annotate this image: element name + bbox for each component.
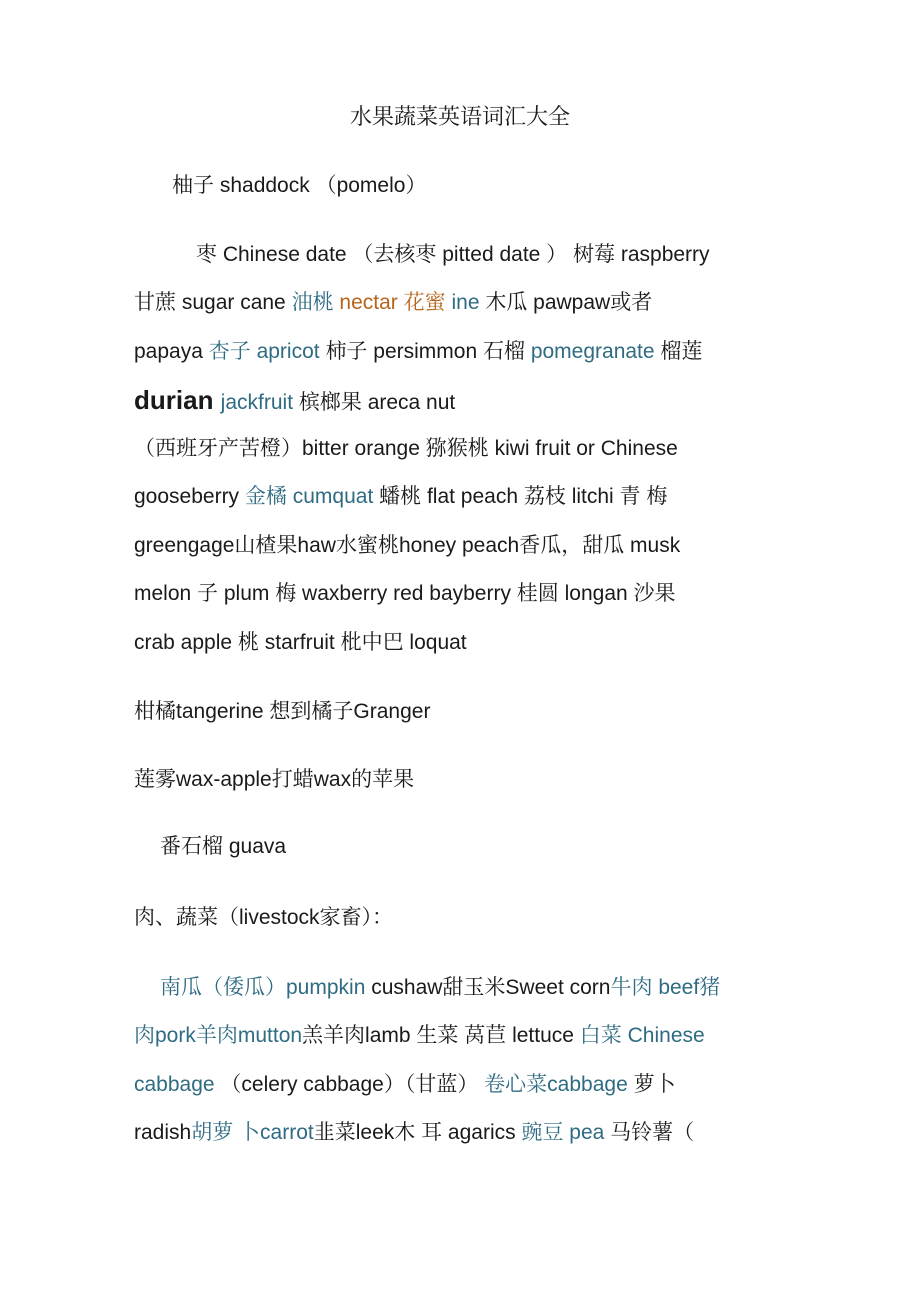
text-run: 柿子 persimmon 石榴 xyxy=(325,340,531,363)
text-run: 胡萝 卜carrot xyxy=(191,1121,314,1144)
text-run: 甘蔗 sugar cane xyxy=(134,291,292,314)
text-run: 杏子 apricot xyxy=(208,340,326,363)
text-run: 萝卜 xyxy=(633,1073,676,1096)
text-run: cabbage xyxy=(134,1073,221,1096)
text-line xyxy=(134,1070,676,1100)
text-run: 蟠桃 flat peach 荔枝 litchi 青 梅 xyxy=(379,485,668,508)
text-line xyxy=(134,482,667,512)
text-line xyxy=(160,832,286,862)
text-run: 羔羊肉lamb 生菜 莴苣 lettuce xyxy=(302,1024,580,1047)
text-line xyxy=(134,579,676,609)
text-line xyxy=(160,973,720,1003)
text-run: jackfruit xyxy=(220,391,299,414)
text-run: 牛肉 beef xyxy=(610,976,700,999)
text-run: nectar 花蜜 xyxy=(339,291,452,314)
text-run: 柑橘tangerine 想到橘子Granger xyxy=(134,700,431,723)
text-run: （celery cabbage）（甘蓝） xyxy=(220,1073,485,1096)
text-run: 卷心菜cabbage xyxy=(484,1073,634,1096)
text-run: 白菜 Chinese xyxy=(579,1024,705,1047)
text-run: 肉、蔬菜（livestock家畜）： xyxy=(134,906,394,929)
text-line xyxy=(134,288,652,318)
text-run: 肉pork羊肉mutton xyxy=(134,1024,303,1047)
text-line xyxy=(134,337,702,367)
text-run: 豌豆 pea xyxy=(521,1121,611,1144)
text-run: （西班牙产苦橙）bitter orange 猕猴桃 kiwi fruit or Chinese xyxy=(134,437,678,460)
text-line xyxy=(134,434,678,464)
text-line xyxy=(134,385,455,418)
text-run: 番石榴 guava xyxy=(160,835,287,858)
text-run: cushaw甜玉米Sweet corn xyxy=(371,976,611,999)
text-run: ine xyxy=(451,291,486,314)
text-run: gooseberry xyxy=(134,485,245,508)
text-run: radish xyxy=(134,1121,192,1144)
text-line xyxy=(134,903,393,933)
text-line xyxy=(134,1118,694,1148)
text-run: melon 子 plum 梅 waxberry red bayberry 桂圆 longan 沙果 xyxy=(134,582,676,605)
text-run: 猪 xyxy=(699,976,721,999)
text-run: 油桃 xyxy=(291,291,340,314)
text-run: papaya xyxy=(134,340,209,363)
text-run: 马铃薯（ xyxy=(610,1121,695,1144)
text-run: durian xyxy=(134,385,221,415)
text-run: 槟榔果 areca nut xyxy=(298,391,456,414)
text-line xyxy=(134,697,430,727)
text-run: 柚子 shaddock （pomelo） xyxy=(172,174,427,197)
text-run: pomegranate xyxy=(530,340,661,363)
text-line xyxy=(134,628,467,658)
text-run: 木瓜 pawpaw或者 xyxy=(485,291,653,314)
text-run: 南瓜（倭瓜）pumpkin xyxy=(160,976,372,999)
text-line xyxy=(134,765,414,795)
text-run: 金橘 cumquat xyxy=(244,485,380,508)
document-title: 水果蔬菜英语词汇大全 xyxy=(349,105,570,130)
text-line xyxy=(134,531,680,561)
text-line xyxy=(134,1021,705,1051)
text-run: 榴莲 xyxy=(660,340,703,363)
text-run: crab apple 桃 starfruit 枇中巴 loquat xyxy=(134,631,467,654)
text-run: 韭菜leek木 耳 agarics xyxy=(313,1121,522,1144)
text-run: 莲雾wax-apple打蜡wax的苹果 xyxy=(134,768,415,791)
text-line xyxy=(172,171,426,201)
text-run: greengage山楂果haw水蜜桃honey peach香瓜，甜瓜 musk xyxy=(134,534,681,557)
text-line xyxy=(196,240,710,270)
text-run: 枣 Chinese date （去核枣 pitted date ） 树莓 raspberry xyxy=(196,243,710,266)
